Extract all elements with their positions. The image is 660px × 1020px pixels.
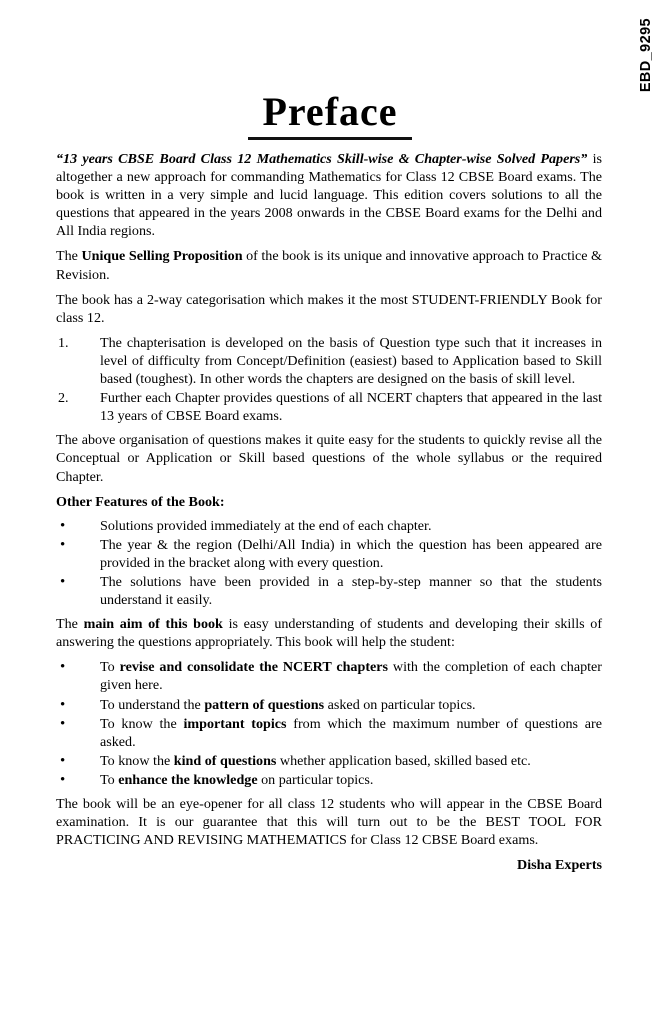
- list-item: [56, 752, 602, 770]
- list-item-text-emphasis: enhance the knowledge: [118, 771, 258, 788]
- list-item-text: [100, 696, 602, 714]
- edge-code-label: EBD_9295: [638, 18, 654, 93]
- list-item-text-emphasis: pattern of questions: [204, 696, 325, 713]
- paragraph-intro-rest: is altogether a new approach for commanding Mathematics for Class 12 CBSE Board exams. The book is written in a very simple and lucid language. This edition covers solutions to all the questions that appeared in the years 2008 onwards in the CBSE Board exams for the Delhi and All India regions.: [56, 151, 602, 240]
- list-item-text-post: on particular topics.: [257, 771, 374, 788]
- list-item: [56, 715, 602, 751]
- paragraph-main-aim-pre: The: [56, 616, 84, 633]
- list-item: [56, 389, 602, 425]
- numbered-list: [56, 334, 602, 425]
- bullet-icon: •: [60, 771, 66, 788]
- signature: Disha Experts: [517, 857, 602, 874]
- list-item-text-emphasis: revise and consolidate the NCERT chapters: [119, 659, 389, 676]
- list-item-text: The year & the region (Delhi/All India) in which the question has been appeared are provided in the bracket along with every question.: [100, 536, 602, 571]
- list-item: [56, 696, 602, 714]
- list-item-text: Solutions provided immediately at the end of each chapter.: [100, 517, 432, 534]
- features-list: [56, 517, 602, 609]
- other-features-heading: Other Features of the Book:: [56, 493, 225, 510]
- list-item: [56, 771, 602, 789]
- list-item-text-pre: To: [100, 771, 119, 788]
- preface-body: [56, 150, 602, 888]
- list-item-text: Further each Chapter provides questions of all NCERT chapters that appeared in the last 13 years of CBSE Board exams.: [100, 390, 602, 425]
- book-title-text: “13 years CBSE Board Class 12 Mathematics Skill-wise & Chapter-wise Solved Papers”: [56, 151, 588, 167]
- unique-selling-proposition-text: Unique Selling Proposition: [81, 248, 243, 265]
- list-item-text-post: whether application based, skilled based etc.: [276, 752, 531, 769]
- benefits-list: [56, 658, 602, 789]
- list-item-text-pre: To know the: [100, 752, 174, 769]
- bullet-icon: •: [60, 715, 66, 732]
- list-item-text: [100, 752, 602, 770]
- list-item-marker: 1.: [58, 334, 69, 351]
- bullet-icon: •: [60, 659, 66, 676]
- list-item-text-post: from which the maximum number of questions are asked.: [100, 715, 603, 750]
- list-item-marker: 2.: [58, 390, 69, 407]
- list-item: [56, 536, 602, 572]
- list-item-text: [100, 715, 602, 751]
- list-item: [56, 334, 602, 388]
- page-title-container: [0, 89, 660, 140]
- bullet-icon: •: [60, 536, 66, 553]
- list-item-text-emphasis: kind of questions: [173, 752, 277, 769]
- page-title: Preface: [248, 92, 411, 140]
- list-item-text-pre: To understand the: [100, 696, 205, 713]
- list-item-text: [100, 658, 602, 694]
- main-aim-text: main aim of this book: [83, 616, 223, 633]
- paragraph-intro: [56, 150, 602, 240]
- paragraph-categorisation: The book has a 2-way categorisation which makes it the most STUDENT-FRIENDLY Book for class 12.: [56, 291, 602, 326]
- list-item-text: The solutions have been provided in a step-by-step manner so that the students understand it easily.: [100, 573, 602, 609]
- paragraph-usp-post: of the book is its unique and innovative approach to Practice & Revision.: [56, 248, 603, 283]
- list-item-text-pre: To know the: [100, 715, 184, 732]
- list-item: [56, 658, 602, 694]
- paragraph-main-aim: [56, 615, 602, 651]
- paragraph-organisation: The above organisation of questions makes it quite easy for the students to quickly revise all the Conceptual or Application or Skill based questions of the whole syllabus or the required Chapter.: [56, 432, 602, 485]
- list-item-text-post: asked on particular topics.: [324, 696, 476, 713]
- list-item-text: [100, 771, 602, 789]
- paragraph-main-aim-post: is easy understanding of students and developing their skills of answering the questions appropriately. This book will help the student:: [56, 616, 603, 651]
- bullet-icon: •: [60, 752, 66, 769]
- list-item-text-post: with the completion of each chapter given here.: [100, 659, 602, 694]
- paragraph-usp-pre: The: [56, 248, 82, 265]
- list-item: [56, 573, 602, 609]
- bullet-icon: •: [60, 517, 66, 534]
- paragraph-usp: [56, 247, 602, 283]
- bullet-icon: •: [60, 573, 66, 590]
- list-item: [56, 517, 602, 535]
- list-item-text: The chapterisation is developed on the basis of Question type such that it increases in level of difficulty from Concept/Definition (easiest) based to Application based to Skill based (toughest). In other words the chapters are designed on the basis of skill level.: [100, 334, 602, 388]
- list-item-text-emphasis: important topics: [183, 715, 287, 732]
- bullet-icon: •: [60, 696, 66, 713]
- list-item-text-pre: To: [100, 659, 120, 676]
- paragraph-closing: The book will be an eye-opener for all class 12 students who will appear in the CBSE Board examination. It is our guarantee that this will turn out to be the BEST TOOL FOR PRACTICING AND REVISING MATHEMATICS for Class 12 CBSE Board exams.: [56, 796, 602, 849]
